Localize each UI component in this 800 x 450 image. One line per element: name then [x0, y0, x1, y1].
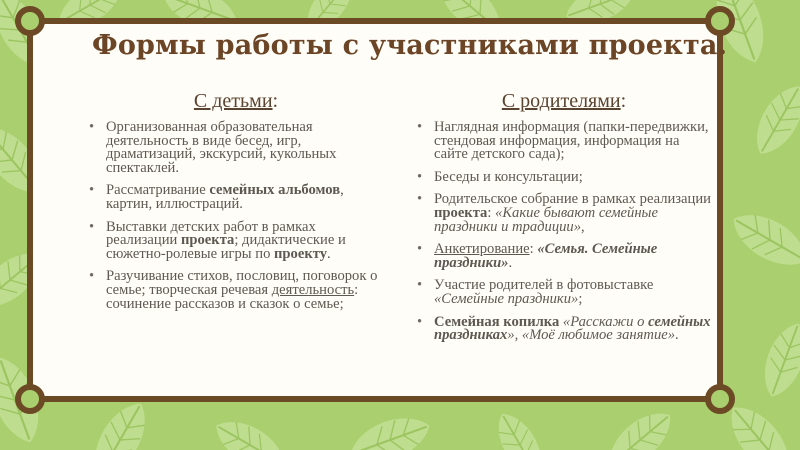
list-item: • Рассматривание семейных альбомов, картин, иллюстраций.	[86, 184, 386, 211]
parents-heading: С родителями:	[501, 90, 627, 112]
parents-column	[414, 90, 714, 352]
list-item: • Участие родителей в фотовыставке «Семейные праздники»;	[414, 279, 714, 306]
parents-list	[414, 121, 714, 343]
list-item: • Анкетирование: «Семья. Семейные праздники».	[414, 243, 714, 270]
children-column	[86, 90, 386, 320]
children-list	[86, 121, 386, 311]
list-item: • Выставки детских работ в рамках реализации проекта; дидактические и сюжетно-ролевые игры по проекту.	[86, 221, 386, 262]
list-item: • Разучивание стихов, пословиц, поговорок о семье; творческая речевая деятельность: сочинение рассказов и сказок о семье;	[86, 270, 386, 311]
page-title: Формы работы с участниками проекта.	[92, 30, 728, 61]
children-heading: С детьми:	[193, 90, 279, 112]
frame-corner	[15, 384, 45, 414]
list-item: • Наглядная информация (папки-передвижки, стендовая информация, информация на сайте детского сада);	[414, 121, 714, 162]
list-item: • Организованная образовательная деятельность в виде бесед, игр, драматизаций, экскурсий, кукольных спектаклей.	[86, 121, 386, 175]
list-item: • Родительское собрание в рамках реализации проекта: «Какие бывают семейные праздники и традиции»,	[414, 193, 714, 234]
list-item: • Беседы и консультации;	[414, 171, 714, 185]
list-item: • Семейная копилка «Расскажи о семейных праздниках», «Моё любимое занятие».	[414, 316, 714, 343]
